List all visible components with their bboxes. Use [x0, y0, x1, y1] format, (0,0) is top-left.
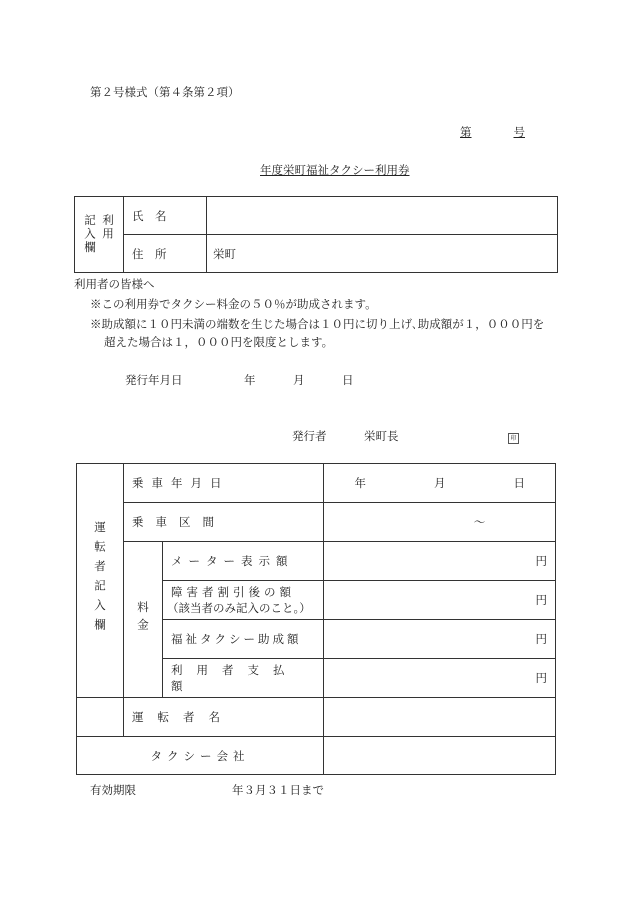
notice-line-1: ※この利用券でタクシー料金の５０％が助成されます。: [90, 297, 377, 311]
driver-name-field[interactable]: [324, 698, 556, 737]
subsidy-label: 福祉タクシー助成額: [171, 632, 302, 646]
ride-section-separator: ～: [473, 515, 486, 529]
driver-section-label-cell: [77, 464, 124, 698]
meter-label: メーター表示額: [171, 554, 294, 568]
seal-text: 印: [508, 433, 519, 444]
driver-section-label: 運転者記入欄: [93, 520, 107, 638]
ride-section-label: 乗車区間: [132, 515, 226, 529]
ride-date-label-text: 乗車年月日: [132, 476, 230, 490]
ticket-number-prefix: 第: [460, 125, 472, 139]
notice-heading: 利用者の皆様へ: [74, 277, 155, 291]
ticket-number: [460, 124, 530, 140]
fare-label-cell: [124, 542, 163, 698]
payment-label: 利用者支払額: [171, 663, 299, 693]
driver-name-label-cell: [124, 698, 324, 737]
discount-label-cell: [163, 581, 324, 620]
validity-value: 年３月３１日まで: [232, 783, 324, 797]
discount-note: （該当者のみ記入のこと。）: [167, 601, 311, 615]
ride-section-label-cell: [124, 503, 324, 542]
driver-entry-table: [76, 463, 556, 775]
address-value: 栄町: [213, 246, 236, 261]
address-label-cell: [124, 235, 207, 273]
user-section-label-col2: 記入欄: [83, 214, 97, 255]
ride-date-year: 年: [354, 476, 366, 490]
user-entry-table: [74, 196, 558, 273]
payment-yen: 円: [535, 671, 547, 685]
meter-label-cell: [163, 542, 324, 581]
ride-section-field[interactable]: [324, 503, 556, 542]
issue-date-month: 月: [293, 373, 305, 387]
name-field[interactable]: [207, 197, 558, 235]
fare-label: 料金: [136, 600, 150, 636]
taxi-company-label-cell: [77, 737, 324, 775]
taxi-company-label: タクシー会社: [150, 748, 250, 763]
ride-date-label-cell: [124, 464, 324, 503]
ride-date-day: 日: [513, 476, 525, 490]
document-title: [214, 162, 410, 178]
ride-date-field[interactable]: [324, 464, 556, 503]
form-number: 第２号様式（第４条第２項）: [90, 85, 240, 99]
notice-line-2: ※助成額に１０円未満の端数を生じた場合は１０円に切り上げ､助成額が１，０００円を: [90, 317, 545, 331]
ride-date-label: [124, 475, 323, 491]
user-section-label: [75, 197, 124, 273]
notice-line-3: 超えた場合は１，０００円を限度とします。: [104, 335, 334, 349]
driver-name-label: 運転者名: [132, 710, 234, 724]
subsidy-yen: 円: [535, 632, 547, 646]
meter-yen: 円: [535, 554, 547, 568]
issue-date-year: 年: [244, 373, 256, 387]
name-label-cell: [124, 197, 207, 235]
validity-label: 有効期限: [90, 783, 136, 797]
discount-label: 障害者割引後の額: [171, 585, 295, 599]
issuer-name: 栄町長: [364, 429, 399, 443]
ticket-number-suffix: 号: [513, 125, 525, 139]
payment-label-cell: [163, 659, 324, 698]
payment-amount-field[interactable]: [324, 659, 556, 698]
discount-amount-field[interactable]: [324, 581, 556, 620]
name-label: 氏 名: [132, 208, 167, 223]
seal-mark: [508, 429, 519, 444]
issue-date-day: 日: [342, 373, 354, 387]
issue-date-label: 発行年月日: [125, 373, 183, 387]
subsidy-label-cell: [163, 620, 324, 659]
address-field[interactable]: [207, 235, 558, 273]
taxi-company-field[interactable]: [324, 737, 556, 775]
issuer-label: 発行者: [292, 429, 327, 443]
discount-yen: 円: [535, 593, 547, 607]
user-section-label-col1: 利用: [101, 214, 115, 242]
ride-date-month: 月: [434, 476, 446, 490]
meter-amount-field[interactable]: [324, 542, 556, 581]
driver-section-label-bottom: [77, 698, 124, 737]
title-text: 年度栄町福祉タクシー利用券: [260, 163, 410, 177]
address-label: 住 所: [132, 246, 167, 261]
subsidy-amount-field[interactable]: [324, 620, 556, 659]
